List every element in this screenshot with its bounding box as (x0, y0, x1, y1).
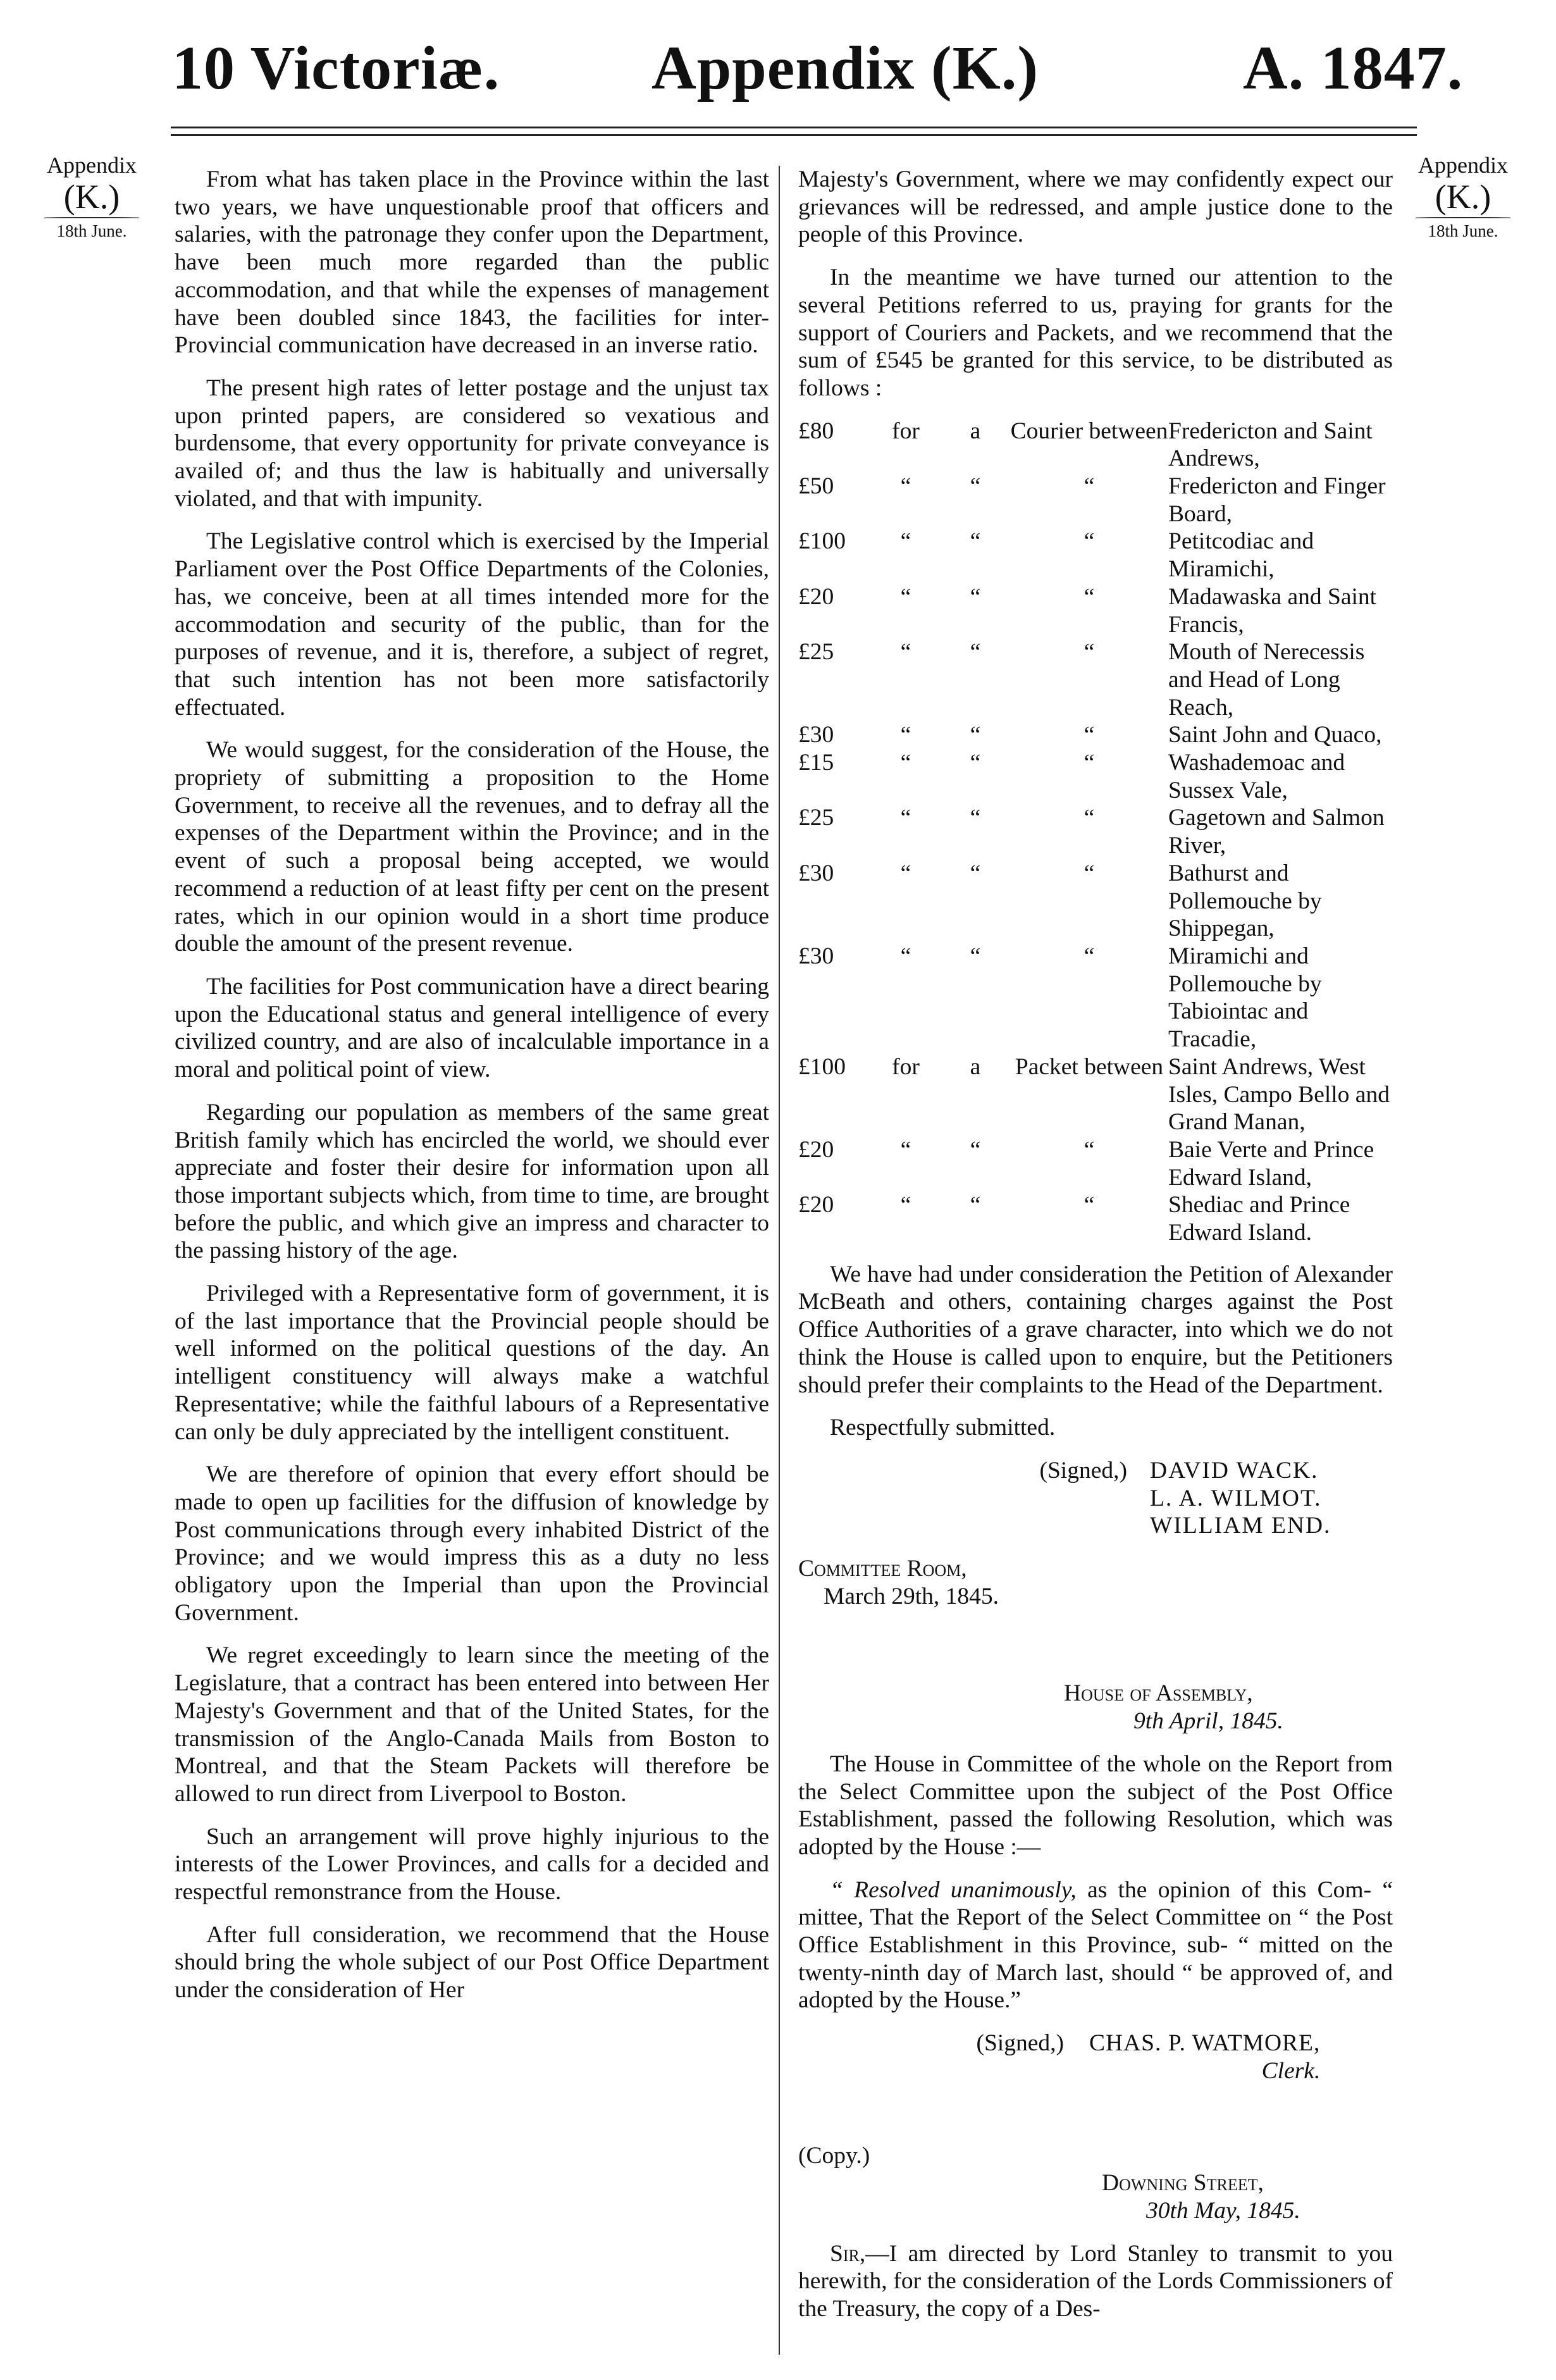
margin-appendix-label: Appendix (1418, 152, 1508, 178)
signed-label: (Signed,) (1039, 1457, 1127, 1484)
grant-row (798, 418, 1393, 473)
sir-salutation: Sir, (830, 2240, 866, 2267)
grants-table (798, 418, 1393, 1247)
grant-row (798, 749, 1393, 804)
grant-destination: Fredericton and Saint Andrews, (1168, 418, 1373, 472)
grant-amount: £15 (798, 750, 834, 776)
signatory: L. A. WILMOT. (1150, 1485, 1322, 1511)
clerk-block (1089, 2030, 1320, 2085)
committee-room-block (798, 1555, 1393, 1610)
respectfully-submitted: Respectfully submitted. (830, 1415, 1056, 1441)
grant-col-1: “ (900, 943, 911, 969)
grant-col-3: “ (1084, 528, 1095, 555)
grant-amount: £100 (798, 1053, 846, 1080)
grant-amount: £100 (798, 528, 846, 555)
running-head-year: A. 1847. (1243, 34, 1464, 102)
grant-col-2: “ (970, 860, 981, 886)
paragraph: From what has taken place in the Province within the last two years, we have unquestionable proof that officers and salaries, with the patronage they confer upon the Department, have been much more regarded than the public accommodation, and that while the expenses of management have been doubled since 1843, the facilities for inter-Provincial communication have decreased in an inverse ratio. (175, 166, 769, 359)
house-date: 9th April, 1845. (1133, 1708, 1283, 1735)
margin-brace (44, 217, 139, 218)
signatory: WILLIAM END. (1150, 1513, 1331, 1539)
paragraph: After full consideration, we recommend that the House should bring the whole subject of our Post Office Department under the consideration of Her (175, 1921, 769, 2004)
grant-col-1: “ (900, 1136, 911, 1163)
house-heading-block (798, 1680, 1393, 1735)
grant-col-3: Packet between (1015, 1053, 1164, 1080)
grant-col-1: “ (900, 722, 911, 748)
paragraph-continuation: Majesty's Government, where we may confidently expect our grievances will be redressed, and ample justice done to the people of this Province. (798, 166, 1393, 248)
paragraph: We are therefore of opinion that every effort should be made to open up facilities for the diffusion of knowledge by Post communications through every inhabited District of the Province; and we would impress this as a duty no less obligatory upon the Imperial than upon the Provincial Government. (175, 1461, 769, 1626)
paragraph: The facilities for Post communication have a direct bearing upon the Educational status and general intelligence of every civilized country, and are also of incalculable importance in a moral and political point of view. (175, 973, 769, 1083)
grant-col-2: “ (970, 722, 981, 748)
grant-col-2: a (970, 1053, 981, 1080)
grant-col-3: “ (1084, 1136, 1095, 1163)
clerk-name: CHAS. P. WATMORE, (1089, 2030, 1321, 2057)
grant-destination: Gagetown and Salmon River, (1168, 805, 1385, 859)
grant-amount: £20 (798, 1136, 834, 1163)
grant-col-3: “ (1084, 473, 1095, 500)
grant-col-1: “ (900, 583, 911, 610)
signed-label-2: (Signed,) (976, 2030, 1064, 2057)
grant-col-1: “ (900, 528, 911, 555)
margin-appendix-key: (K.) (63, 177, 120, 216)
grant-col-1: for (892, 418, 920, 444)
grant-col-2: “ (970, 1192, 981, 1218)
house-heading: House of Assembly, (1064, 1680, 1253, 1707)
grant-amount: £30 (798, 943, 834, 969)
clerk-signature (798, 2030, 1393, 2085)
header-rule-bottom (171, 134, 1417, 136)
grant-amount: £50 (798, 473, 834, 500)
margin-date: 18th June. (56, 221, 127, 240)
grant-row (798, 583, 1393, 638)
grant-row (798, 638, 1393, 721)
paragraph: Such an arrangement will prove highly injurious to the interests of the Lower Provinces, and calls for a decided and respectful remonstrance from the House. (175, 1823, 769, 1906)
grant-col-3: “ (1084, 943, 1095, 969)
grant-col-3: “ (1084, 639, 1095, 666)
paragraph: The Legislative control which is exercised by the Imperial Parliament over the Post Office Departments of the Colonies, has, we conceive, been at all times intended more for the accommodation and security of the public, than for the purposes of revenue, and it is, therefore, a subject of regret, that such intention has not been more satisfactorily effectuated. (175, 528, 769, 721)
grant-destination: Washademoac and Sussex Vale, (1168, 750, 1345, 803)
grant-col-2: “ (970, 639, 981, 666)
grant-row (798, 528, 1393, 583)
grant-row (798, 860, 1393, 943)
downing-block (798, 2169, 1393, 2224)
paragraph: We regret exceedingly to learn since the meeting of the Legislature, that a contract has been entered into between Her Majesty's Government and that of the United States, for the transmission of the Anglo-Canada Mails from Boston to Montreal, and that the Steam Packets will therefore be allowed to run direct from Liverpool to Boston. (175, 1642, 769, 1807)
margin-date: 18th June. (1428, 221, 1498, 240)
paragraph: We would suggest, for the consideration of the House, the propriety of submitting a proposition to the Home Government, to receive all the revenues, and to defray all the expenses of the Department within the Province; and in the event of such a proposal being accepted, we would recommend a reduction of at least fifty per cent on the present rates, which in our opinion would in a short time produce double the amount of the present revenue. (175, 737, 769, 957)
clerk-title: Clerk. (1261, 2057, 1321, 2084)
grant-col-2: “ (970, 750, 981, 776)
grant-destination: Saint Andrews, West Isles, Campo Bello and Grand Manan, (1168, 1053, 1390, 1136)
resolved-rest: as the opinion of this Com- “ mittee, That the Report of the Select Committee on “ the Post Office Establishment in this Province, sub- “ mitted on the twenty-ninth day of March last, should “ be approved of, and adopted by the House.” (798, 1876, 1393, 2014)
right-column (798, 166, 1393, 2338)
grant-destination: Mouth of Nerecessis and Head of Long Reach, (1168, 639, 1365, 721)
signatory: DAVID WACK. (1150, 1457, 1319, 1484)
grant-col-1: “ (900, 473, 911, 500)
grant-col-1: “ (900, 805, 911, 831)
grant-col-3: “ (1084, 750, 1095, 776)
paragraph: The present high rates of letter postage and the unjust tax upon printed papers, are considered so vexatious and burdensome, that every opportunity for private conveyance is availed of; and thus the law is habitually and universally violated, and that with impunity. (175, 375, 769, 512)
grant-destination: Baie Verte and Prince Edward Island, (1168, 1136, 1374, 1191)
grant-row (798, 1191, 1393, 1246)
grant-row (798, 943, 1393, 1053)
grant-col-3: Courier between (1010, 418, 1168, 444)
grant-row (798, 473, 1393, 528)
grant-col-3: “ (1084, 860, 1095, 886)
grant-destination: Bathurst and Pollemouche by Shippegan, (1168, 860, 1322, 942)
downing-street: Downing Street, (1102, 2170, 1264, 2197)
copy-label: (Copy.) (798, 2142, 870, 2169)
grant-col-1: for (892, 1053, 920, 1080)
margin-appendix-label: Appendix (47, 152, 137, 178)
grant-col-2: “ (970, 805, 981, 831)
grant-amount: £20 (798, 1192, 834, 1218)
downing-date: 30th May, 1845. (1146, 2198, 1300, 2224)
grant-amount: £25 (798, 639, 834, 666)
resolution-intro: The House in Committee of the whole on the Report from the Select Committee upon the subject of the Post Office Establishment, passed the following Resolution, which was adopted by the House :— (798, 1751, 1393, 1860)
grant-destination: Saint John and Quaco, (1168, 722, 1382, 748)
grant-amount: £30 (798, 860, 834, 886)
paragraph: Regarding our population as members of the same great British family which has encircled the world, we should ever appreciate and foster their desire for information upon all those important subjects which, from time to time, are brought before the public, and which give an impress and character to the passing history of the age. (175, 1099, 769, 1264)
committee-signatures (798, 1457, 1393, 1540)
grant-col-3: “ (1084, 583, 1095, 610)
grant-col-3: “ (1084, 1192, 1095, 1218)
grant-row (798, 1053, 1393, 1136)
grant-col-2: “ (970, 528, 981, 555)
running-head-title: Appendix (K.) (651, 34, 1039, 102)
grant-destination: Madawaska and Saint Francis, (1168, 583, 1377, 638)
grant-destination: Fredericton and Finger Board, (1168, 473, 1386, 527)
committee-date: March 29th, 1845. (824, 1583, 999, 1609)
grant-col-2: “ (970, 943, 981, 969)
header-rule-top (171, 127, 1417, 128)
grant-destination: Shediac and Prince Edward Island. (1168, 1192, 1350, 1246)
grant-col-1: “ (900, 639, 911, 666)
grant-destination: Petitcodiac and Miramichi, (1168, 528, 1314, 583)
grant-destination: Miramichi and Pollemouche by Tabiointac and Tracadie, (1168, 943, 1322, 1053)
margin-brace (1416, 217, 1510, 218)
resolution-quote (798, 1876, 1393, 2015)
column-divider (779, 166, 780, 2355)
grant-amount: £80 (798, 418, 834, 444)
grant-row (798, 1136, 1393, 1191)
running-head-session: 10 Victoriæ. (172, 34, 500, 102)
grant-col-2: “ (970, 473, 981, 500)
grant-col-2: “ (970, 1136, 981, 1163)
letter-opening (798, 2240, 1393, 2323)
grant-col-3: “ (1084, 805, 1095, 831)
petitions-paragraph: In the meantime we have turned our attention to the several Petitions referred to us, praying for grants for the support of Couriers and Packets, and we recommend that the sum of £545 be granted for this service, to be distributed as follows : (798, 264, 1393, 401)
grant-row (798, 721, 1393, 749)
grant-amount: £20 (798, 583, 834, 610)
grant-row (798, 804, 1393, 859)
resolved-lead: “ Resolved unanimously, (830, 1876, 1077, 1903)
committee-room: Committee Room, (798, 1556, 967, 1582)
paragraph: Privileged with a Representative form of government, it is of the last importance that the Provincial people should be well informed on the political questions of the day. An intelligent constituency will always make a watchful Representative; while the faithful labours of a Representative can only be duly appreciated by the intelligent constituent. (175, 1280, 769, 1445)
grant-col-3: “ (1084, 722, 1095, 748)
margin-note-right (1409, 153, 1517, 241)
letter-text: —I am directed by Lord Stanley to transmit to you herewith, for the consideration of the Lords Commissioners of the Treasury, the copy of a Des- (798, 2240, 1393, 2322)
mcbeath-paragraph: We have had under consideration the Petition of Alexander McBeath and others, containing charges against the Post Office Authorities of a grave character, into which we do not think the House is called upon to enquire, but the Petitioners should prefer their complaints to the Head of the Department. (798, 1261, 1393, 1398)
grant-col-1: “ (900, 1192, 911, 1218)
left-column (175, 166, 769, 2019)
grant-amount: £30 (798, 722, 834, 748)
margin-note-left (38, 153, 145, 241)
grant-amount: £25 (798, 805, 834, 831)
grant-col-1: “ (900, 860, 911, 886)
grant-col-1: “ (900, 750, 911, 776)
margin-appendix-key: (K.) (1435, 177, 1491, 216)
grant-col-2: “ (970, 583, 981, 610)
signatory-names (1150, 1457, 1331, 1540)
grant-col-2: a (970, 418, 981, 444)
